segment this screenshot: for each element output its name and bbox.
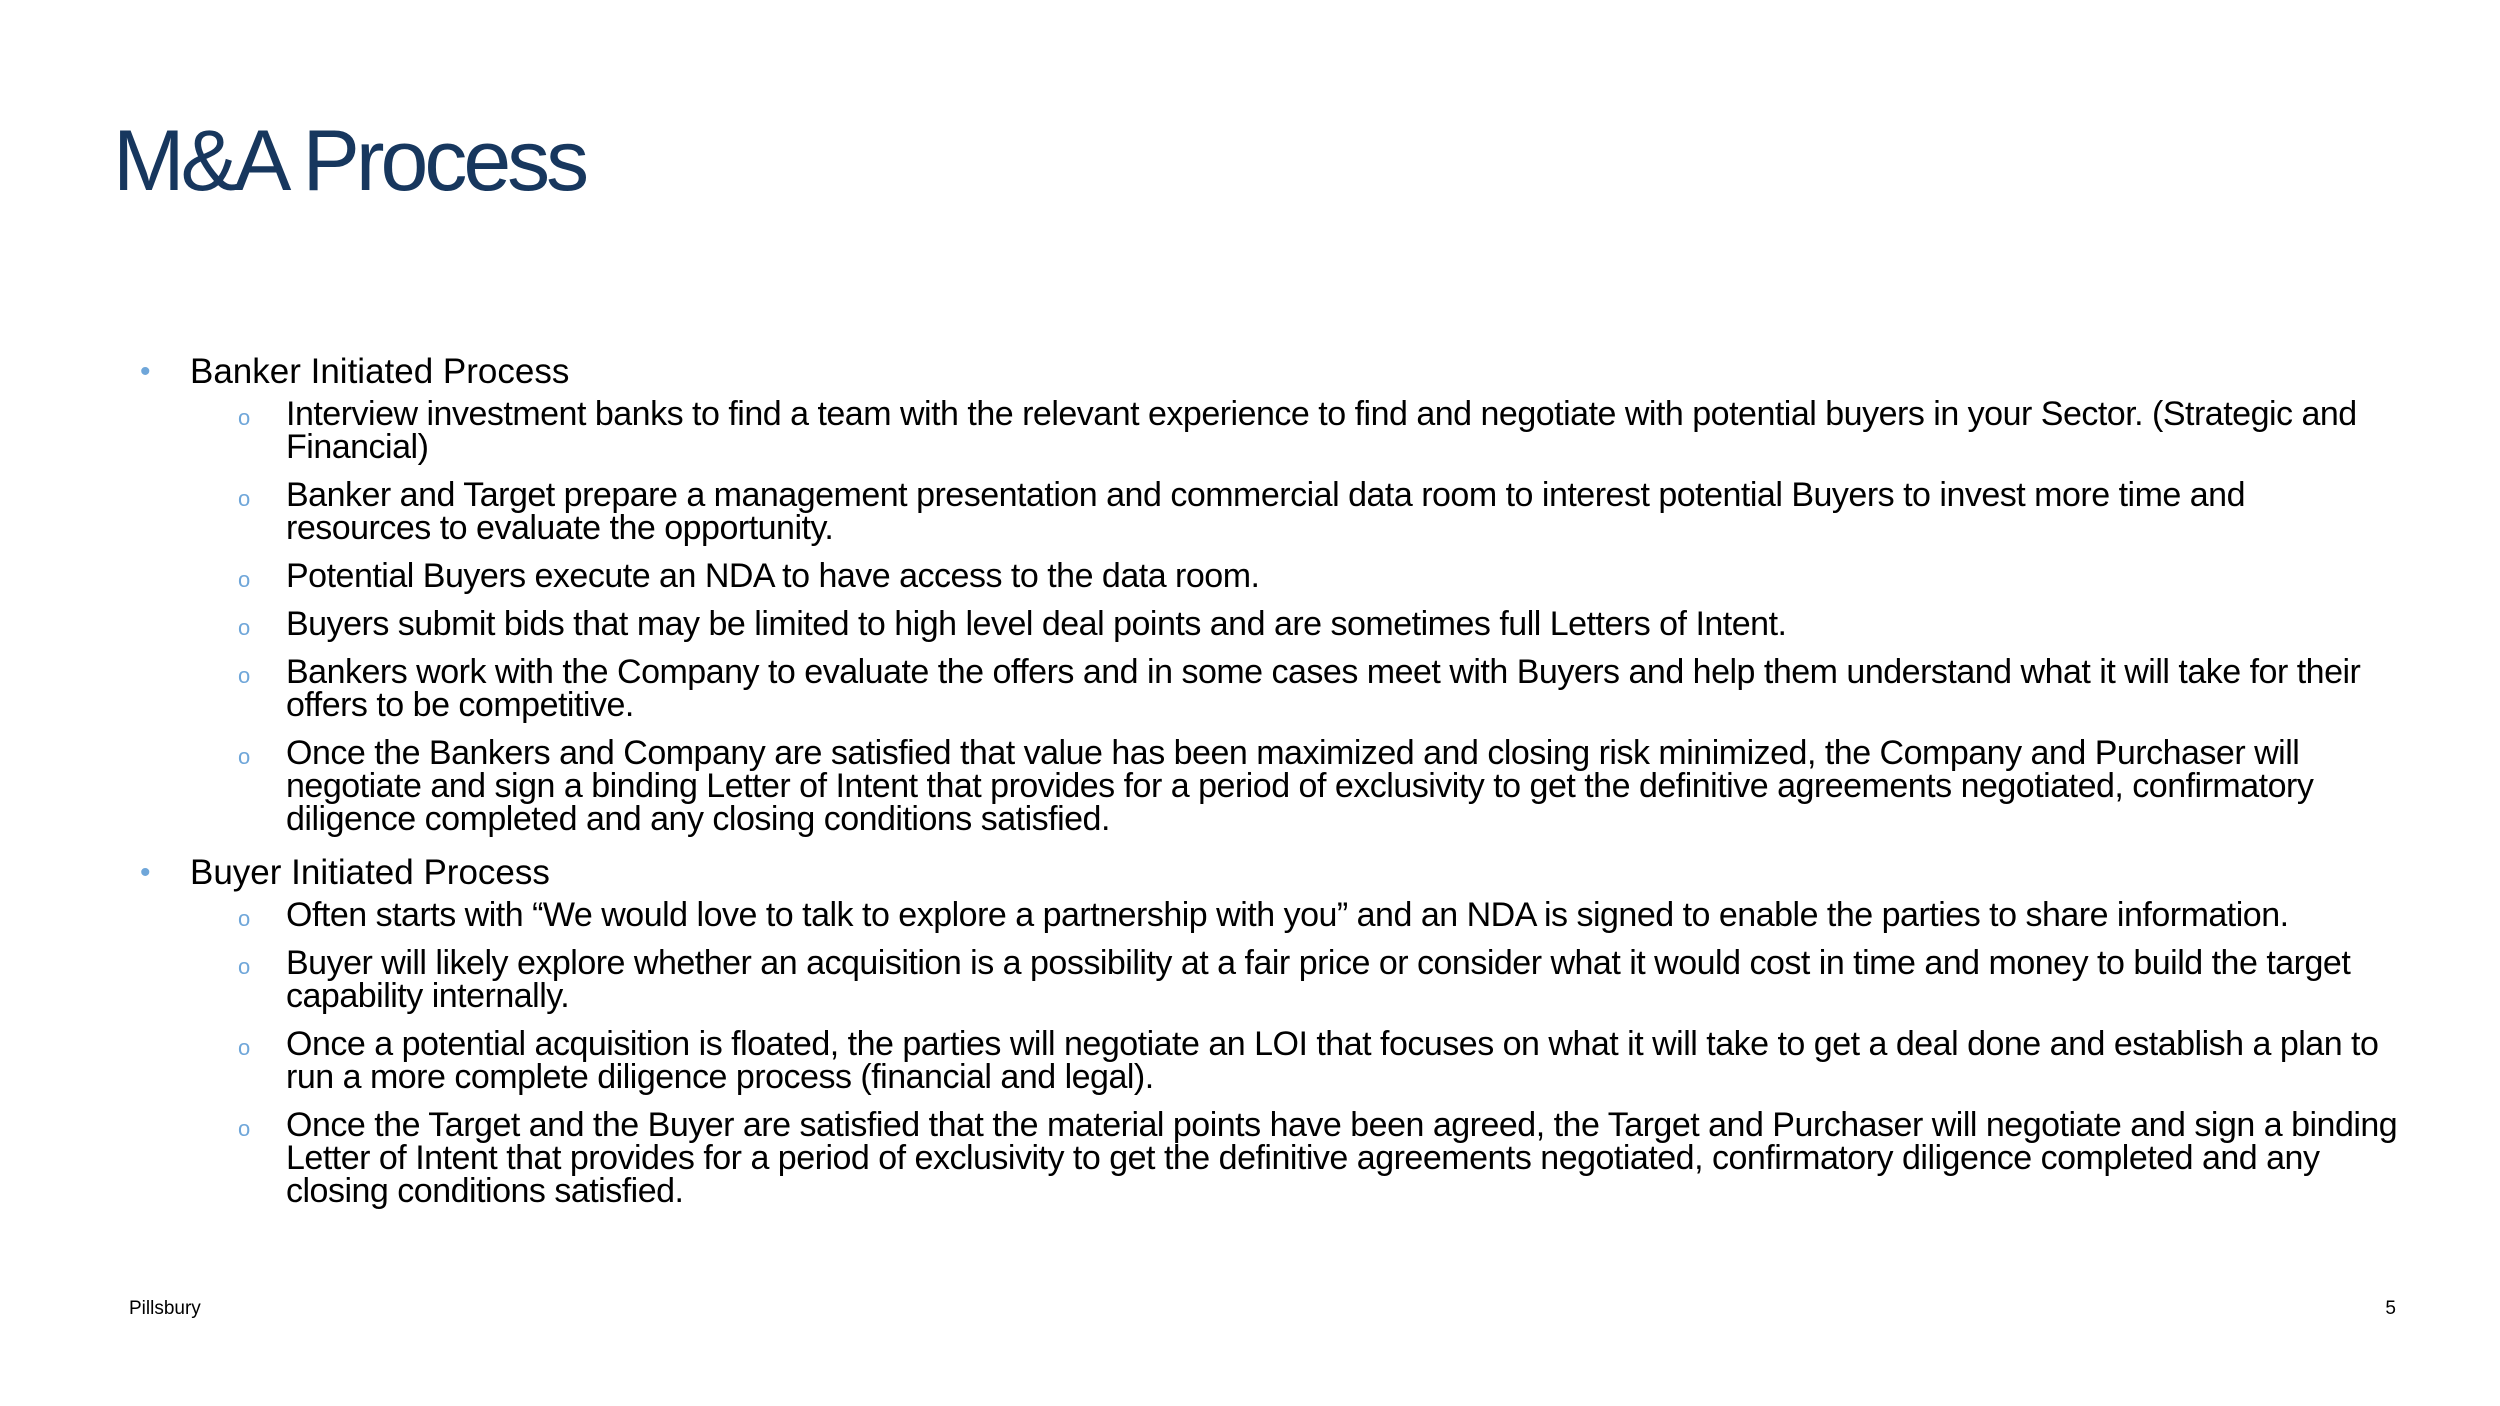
list-item-text: Potential Buyers execute an NDA to have access to the data room.: [286, 557, 1260, 595]
list-item-text: Banker and Target prepare a management presentation and commercial data room to interest potential Buyers to invest more time and resources to evaluate the opportunity.: [286, 476, 2245, 547]
hollow-circle-bullet-icon: o: [238, 906, 250, 931]
list-item: [138, 944, 2398, 1015]
list-item-text: Once the Bankers and Company are satisfied that value has been maximized and closing risk minimized, the Company and Purchaser will negotiate and sign a binding Letter of Intent that provides for a period of exclusivity to get the definitive agreements negotiated, confirmatory diligence completed and any closing conditions satisfied.: [286, 734, 2314, 838]
list-item-text: Once a potential acquisition is floated, the parties will negotiate an LOI that focuses on what it will take to get a deal done and establish a plan to run a more complete diligence process (financial and legal).: [286, 1025, 2379, 1096]
hollow-circle-bullet-icon: o: [238, 567, 250, 592]
section-banker-initiated: [138, 350, 2398, 836]
hollow-circle-bullet-icon: o: [238, 405, 250, 430]
hollow-circle-bullet-icon: o: [238, 1116, 250, 1141]
list-item: [138, 605, 2398, 643]
list-item: [138, 734, 2398, 838]
section-header-label: Buyer Initiated Process: [190, 853, 550, 892]
footer-company-name: Pillsbury: [129, 1298, 201, 1319]
list-item: [138, 1106, 2398, 1210]
sub-bullet-list: [138, 896, 2398, 1210]
bullet-dot-icon: •: [140, 355, 151, 388]
hollow-circle-bullet-icon: o: [238, 954, 250, 979]
list-item: [138, 653, 2398, 724]
section-header: [138, 350, 2398, 394]
sub-bullet-list: [138, 395, 2398, 838]
slide-title: M&A Process: [113, 113, 586, 209]
hollow-circle-bullet-icon: o: [238, 486, 250, 511]
list-item-text: Buyer will likely explore whether an acquisition is a possibility at a fair price or consider what it would cost in time and money to build the target capability internally.: [286, 944, 2351, 1015]
bullet-dot-icon: •: [140, 856, 151, 889]
hollow-circle-bullet-icon: o: [238, 1035, 250, 1060]
section-buyer-initiated: [138, 851, 2398, 1208]
section-header-label: Banker Initiated Process: [190, 352, 570, 391]
list-item: [138, 476, 2398, 547]
list-item-text: Buyers submit bids that may be limited to high level deal points and are sometimes full Letters of Intent.: [286, 605, 1787, 643]
section-header: [138, 851, 2398, 895]
slide-body: [138, 350, 2398, 1223]
list-item: [138, 1025, 2398, 1096]
hollow-circle-bullet-icon: o: [238, 663, 250, 688]
list-item-text: Bankers work with the Company to evaluate the offers and in some cases meet with Buyers and help them understand what it will take for their offers to be competitive.: [286, 653, 2361, 724]
hollow-circle-bullet-icon: o: [238, 615, 250, 640]
list-item-text: Often starts with “We would love to talk to explore a partnership with you” and an NDA is signed to enable the parties to share information.: [286, 896, 2289, 934]
page-number: 5: [2385, 1298, 2396, 1319]
list-item: [138, 896, 2398, 934]
list-item: [138, 395, 2398, 466]
list-item-text: Once the Target and the Buyer are satisfied that the material points have been agreed, the Target and Purchaser will negotiate and sign a binding Letter of Intent that provides for a period of exclusivity to get the definitive agreements negotiated, confirmatory diligence completed and any closing conditions satisfied.: [286, 1106, 2398, 1210]
list-item: [138, 557, 2398, 595]
list-item-text: Interview investment banks to find a team with the relevant experience to find and negotiate with potential buyers in your Sector. (Strategic and Financial): [286, 395, 2357, 466]
hollow-circle-bullet-icon: o: [238, 744, 250, 769]
